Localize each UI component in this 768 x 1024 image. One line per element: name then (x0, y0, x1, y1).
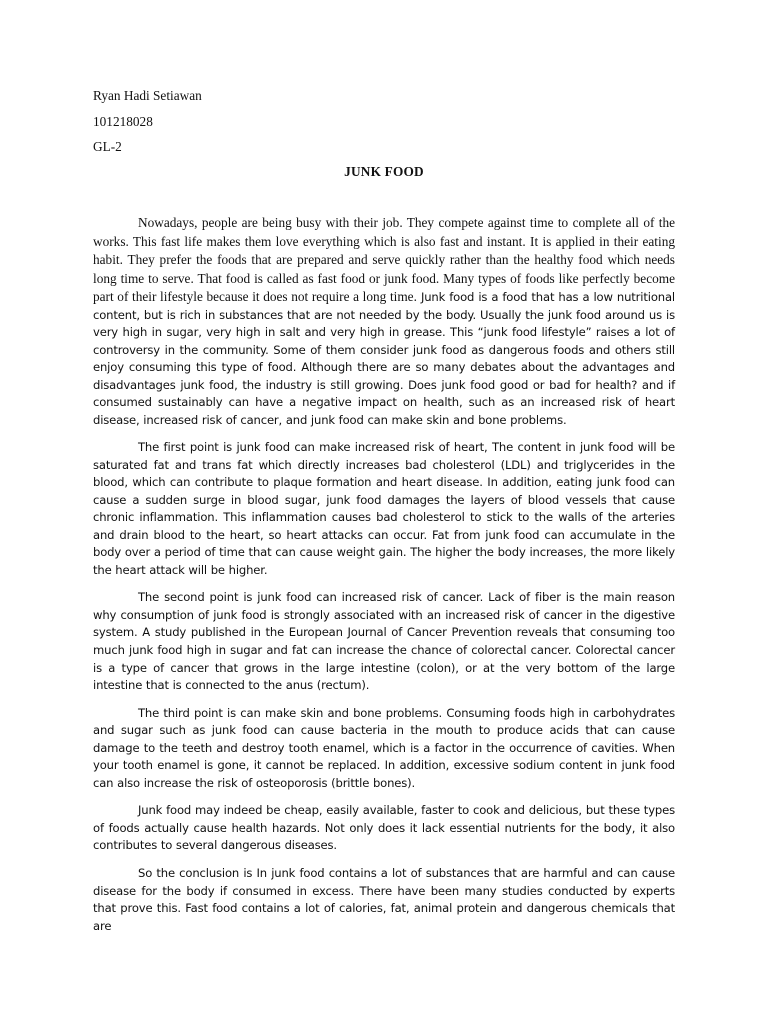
student-id: 101218028 (93, 114, 153, 129)
paragraph-heart-risk: The first point is junk food can make increased risk of heart, The content in junk food will be saturated fat and trans fat which directly increases bad cholesterol (LDL) and triglycerides in the blood, which can contribute to plaque formation and heart disease. In addition, eating junk food can cause a sudden surge in blood sugar, junk food damages the layers of blood vessels that cause chronic inflammation. This inflammation causes bad cholesterol to stick to the walls of the arteries and drain blood to the heart, so heart attacks can occur. Fat from junk food can accumulate in the body over a period of time that can cause weight gain. The higher the body increases, the more likely the heart attack will be higher. (93, 440, 675, 577)
author-name: Ryan Hadi Setiawan (93, 88, 202, 103)
paragraph-introduction (93, 214, 675, 429)
paragraph-cancer-risk: The second point is junk food can increased risk of cancer. Lack of fiber is the main reason why consumption of junk food is strongly associated with an increased risk of cancer in the digestive system. A study published in the European Journal of Cancer Prevention reveals that consuming too much junk food high in sugar and fat can increase the chance of colorectal cancer. Colorectal cancer is a type of cancer that grows in the large intestine (colon), or at the very bottom of the large intestine that is connected to the anus (rectum). (93, 590, 675, 693)
paragraph-hazards: Junk food may indeed be cheap, easily available, faster to cook and delicious, but these types of foods actually cause health hazards. Not only does it lack essential nutrients for the body, it also contributes to several dangerous diseases. (93, 803, 675, 853)
intro-serif-text: Nowadays, people are being busy with their job. They compete against time to complete all of the works. This fast life makes them love everything which is also fast and instant. It is applied in their eating habit. They prefer the foods that are prepared and serve quickly rather than the healthy food which needs long time to serve. That food is called as fast food or junk food. Many types of foods like perfectly become part of their lifestyle because it does not require a long time. (93, 215, 675, 304)
essay-title: JUNK FOOD (344, 164, 424, 179)
paragraph-conclusion: So the conclusion is In junk food contains a lot of substances that are harmful and can cause disease for the body if consumed in excess. There have been many studies conducted by experts that prove this. Fast food contains a lot of calories, fat, animal protein and dangerous chemicals that are (93, 866, 675, 933)
essay-body (93, 214, 675, 935)
intro-sans-text: Junk food is a food that has a low nutritional content, but is rich in substances that are not needed by the body. Usually the junk food around us is very high in sugar, very high in salt and very high in grease. This “junk food lifestyle” raises a lot of controversy in the community. Some of them consider junk food as dangerous foods and others still enjoy consuming this type of food. Although there are so many debates about the advantages and disadvantages junk food, the industry is still growing. Does junk food good or bad for health? and if consumed sustainably can have a negative impact on health, such as an increased risk of heart disease, increased risk of cancer, and junk food can make skin and bone problems. (93, 290, 675, 427)
class-code: GL-2 (93, 139, 122, 154)
paragraph-skin-bone: The third point is can make skin and bone problems. Consuming foods high in carbohydrates and sugar such as junk food can cause bacteria in the mouth to produce acids that can cause damage to the teeth and destroy tooth enamel, which is a factor in the occurrence of cavities. When your tooth enamel is gone, it cannot be replaced. In addition, excessive sodium content in junk food can also increase the risk of osteoporosis (brittle bones). (93, 705, 675, 790)
